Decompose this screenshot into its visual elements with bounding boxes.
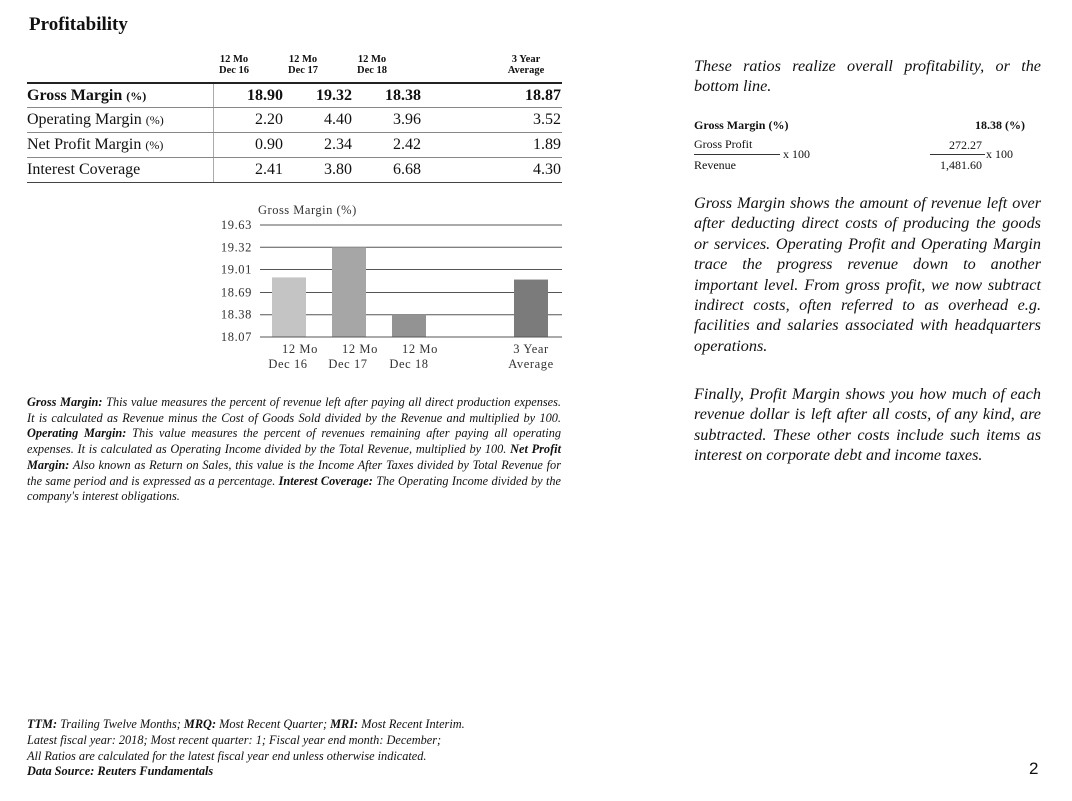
y-tick-label: 19.63 [220,218,252,232]
multiplier: x 100 [783,147,810,161]
multiplier: x 100 [986,147,1013,161]
data-source: Data Source: Reuters Fundamentals [27,764,214,779]
table-row: Operating Margin (%) 2.20 4.40 3.96 3.52 [27,111,561,128]
y-tick-label: 19.01 [220,262,252,277]
formula-name: Gross Margin (%) [694,118,789,132]
x-tick-label: Dec 18 [389,357,429,371]
intro-text: These ratios realize overall profitability, or the bottom line. [694,57,1041,96]
denominator-label: Revenue [694,158,736,172]
column-header: 12 Mo Dec 18 [356,54,388,76]
table-row: Net Profit Margin (%) 0.90 2.34 2.42 1.89 [27,136,561,153]
definitions-note: Gross Margin: This value measures the percent of revenue left after paying all direct production expenses. It is calculated as Revenue minus the Cost of Goods Sold divided by the Revenue and multiplied by 100. Operating Margin: This value measures the percent of revenues remaining after paying all operating expenses. It is calculated as Operating Income divided by the Total Revenue, multiplied by 100. Net Profit Margin: Also known as Return on Sales, this value is the Income After Taxes divided by Total Revenue for the same period and is expressed as a percentage. Interest Coverage: The Operating Income divided by the company's interest obligations. [27,395,561,504]
y-tick-label: 18.69 [220,285,252,300]
table-row: Interest Coverage 2.41 3.80 6.68 4.30 [27,161,561,178]
y-tick-label: 18.38 [220,307,252,322]
column-header: 3 Year Average [507,54,545,76]
x-tick-label: Dec 16 [268,357,308,371]
y-tick-label: 18.07 [220,330,252,344]
chart-title: Gross Margin (%) [258,203,357,217]
bar [332,247,366,337]
x-tick-label: 12 Mo [282,342,318,356]
bar [392,315,426,337]
x-tick-label: 3 Year [513,342,549,356]
numerator-label: Gross Profit [694,137,753,151]
formula-result: 18.38 (%) [975,118,1025,132]
numerator-value: 272.27 [949,138,982,152]
table-row: Gross Margin (%) 18.90 19.32 18.38 18.87 [27,87,561,104]
column-header: 12 Mo Dec 17 [287,54,319,76]
x-tick-label: 12 Mo [402,342,438,356]
x-tick-label: 12 Mo [342,342,378,356]
x-tick-label: Average [508,357,554,371]
gross-margin-chart [210,196,570,376]
denominator-value: 1,481.60 [940,158,982,172]
formula-box [694,118,1044,178]
page-title: Profitability [29,14,128,35]
footer-notes: TTM: Trailing Twelve Months; MRQ: Most Recent Quarter; MRI: Most Recent Interim. Latest fiscal year: 2018; Most recent quarter: 1; Fiscal year end month: December; All Ratios are calculated for the latest fiscal year end unless otherwise indicated. Data Source: Reuters Fundamentals [27,717,587,780]
description-text: Gross Margin shows the amount of revenue left over after deducting direct costs of producing the goods or services. Operating Profit and Operating Margin trace the progress revenue down to another important level. From gross profit, we now subtract indirect costs, often referred to as overhead e.g. facilities and salaries associated with headquarters operations. [694,194,1041,355]
y-tick-label: 19.32 [220,240,252,255]
column-header: 12 Mo Dec 16 [218,54,250,76]
page-number: 2 [1029,759,1039,778]
bar [514,280,548,337]
bar [272,277,306,337]
x-tick-label: Dec 17 [328,357,368,371]
profit-margin-text: Finally, Profit Margin shows you how much of each revenue dollar is left after all costs, of any kind, are subtracted. These other costs include such items as interest on corporate debt and income taxes. [694,385,1041,465]
